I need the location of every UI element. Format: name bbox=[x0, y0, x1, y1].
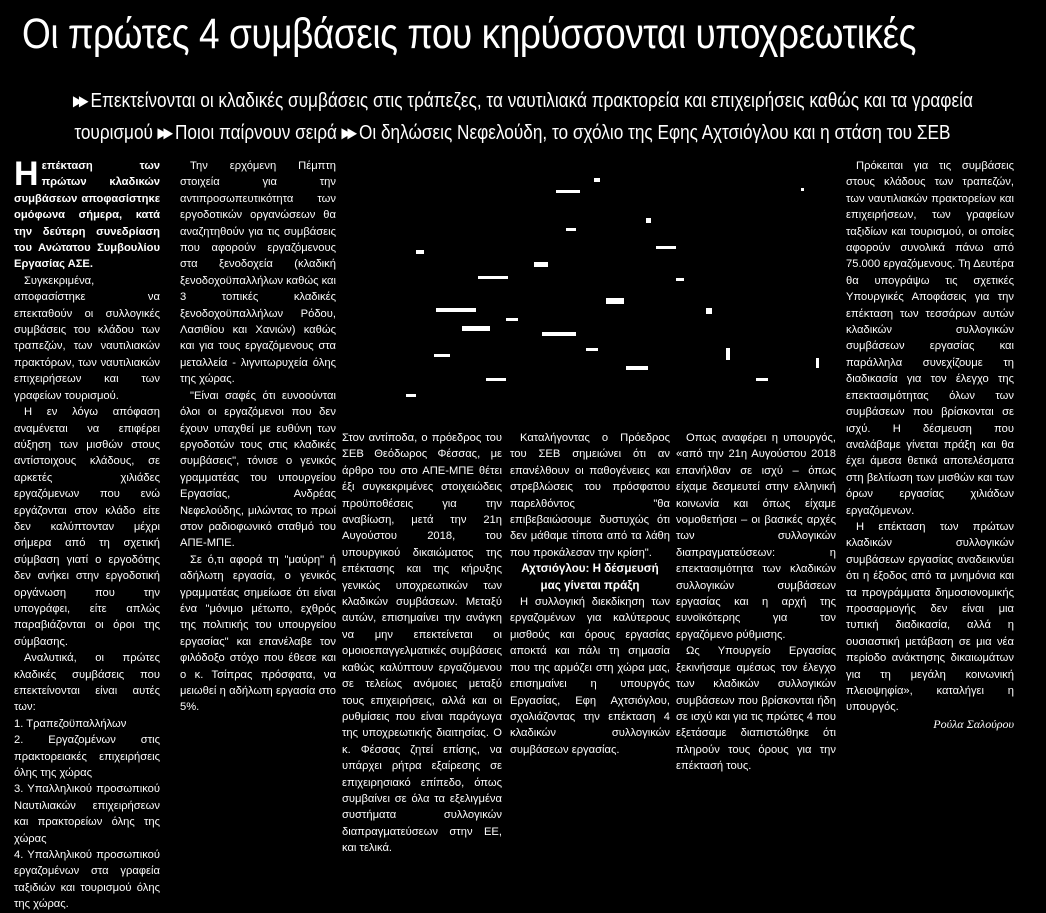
list-item: 2. Εργαζομένων στις πρακτορειακές επιχειρήσεις όλης της χώρας bbox=[14, 734, 160, 780]
paragraph: Η συλλογική διεκδίκηση των εργαζομένων για καλύτερους μισθούς και όρους εργασίας αποκτά και πάλι τη σημασία που της αρμόζει στη χώρα μας, επισημαίνει η υπουργός Εργασίας, Εφη Αχτσιόγλου, σχολιάζοντας την επέκταση 4 κλαδικών συλλογικών συμβάσεων εργασίας. bbox=[510, 596, 670, 756]
subhead-part-2: τουρισμού bbox=[73, 122, 153, 144]
paragraph: Καταλήγοντας ο Πρόεδρος του ΣΕΒ σημειώνει ότι αν επανέλθουν οι παθογένειες και στρεβλώσεις του πρόσφατου παρελθόντος "θα επιβεβαιώσουμε δυστυχώς ότι δεν μάθαμε τίποτα από τα λάθη που προκάλεσαν την κρίση". bbox=[510, 432, 670, 559]
subheadline-line-2 bbox=[0, 120, 1024, 145]
article-column-2 bbox=[180, 158, 336, 748]
paragraph: Οπως αναφέρει η υπουργός, «από την 21η Αυγούστου 2018 επανήλθαν σε ισχύ – όπως είχαμε δεσμευτεί στην ελληνική κοινωνία και όπως είχαμε νομοθετήσει – οι βασικές αρχές των συλλογικών διαπραγματεύσεων: η επεκτασιμότητα των κλαδικών συλλογικών συμβάσεων εργασίας και η αρχή της ευνοϊκότερης για τον εργαζόμενο ρύθμισης. bbox=[676, 432, 836, 641]
double-arrow-icon: ▸▸ bbox=[157, 122, 170, 144]
list-item: 4. Υπαλληλικού προσωπικού εργαζομένων στα γραφεία ταξιδιών και τουρισμού όλης της χώρας. bbox=[14, 849, 160, 911]
author-byline: Ρούλα Σαλούρου bbox=[933, 716, 1014, 731]
article-column-5 bbox=[676, 430, 836, 773]
double-arrow-icon: ▸▸ bbox=[341, 122, 354, 144]
paragraph: Την ερχόμενη Πέμπτη στοιχεία για την αντιπροσωπευτικότητα των εργοδοτικών οργανώσεων θα αναζητηθούν για τις συμβάσεις που αφορούν εργαζόμενους στα ξενοδοχεία (κλαδική ξενοδοχοϋπαλλήλων καθώς και 3 τοπικές κλαδικές ξενοδοχοϋπαλλήλων Ρόδου, Λασιθίου και Χανιών) καθώς και για τους εργαζόμενους στα μεταλλεία - λιγνιτωρυχεία όλης της χώρας. bbox=[180, 160, 336, 386]
subhead-part-1: Επεκτείνονται οι κλαδικές συμβάσεις στις τράπεζες, τα ναυτιλιακά πρακτορεία και επιχειρήσεις καθώς και τα γραφεία bbox=[90, 90, 973, 112]
paragraph: Η εν λόγω απόφαση αναμένεται να επιφέρει αύξηση των μισθών στους αντίστοιχους κλάδους, σε αρκετές χιλιάδες εργαζόμενων που ενώ εργάζονται στον κλάδο είτε δεν καλύπτονταν μέχρι σήμερα από τη σχετική σύμβαση γιατί ο εργοδότης δεν ανήκει στην εργοδοτική οργάνωση που την υπογράφει, είτε απλώς παραβιάζονται οι όροι της σύμβασης. bbox=[14, 406, 160, 648]
subhead-part-4: Οι δηλώσεις Νεφελούδη, το σχόλιο της Εφης Αχτσιόγλου και η στάση του ΣΕΒ bbox=[358, 122, 951, 144]
sector-list bbox=[14, 716, 160, 913]
paragraph: Στον αντίποδα, ο πρόεδρος του ΣΕΒ Θεόδωρος Φέσσας, με άρθρο του στο ΑΠΕ-ΜΠΕ θέτει έξι συγκεκριμένες στοιχειώδεις προϋποθέσεις για την αναβίωση, μετά την 21η Αυγούστου 2018, του υπουργικού δικαιώματος της επέκτασης και της κήρυξης γενικώς υποχρεωτικών των κλαδικών συμβάσεων. Μεταξύ αυτών, επισημαίνει την ανάγκη να μην επεκτείνεται οι ομοιοεπαγγελματικές συμβάσεις καθώς καλύπτουν εργαζόμενου σε τελείως ανόμοιες μεταξύ τους επιχειρήσεις, αλλά και οι ρυθμίσεις που είναι παράγωγα της υποχρεωτικής διαιτησίας. Ο κ. Φέσσας ζητεί επίσης, να υπάρχει ρήτρα εξαίρεσης σε επιχειρησιακό επίπεδο, όπως συμβαίνει σε όλα τα εξελιγμένα συστήματα συλλογικών διαπραγματεύσεων στην ΕΕ, και τελικά. bbox=[342, 432, 502, 855]
paragraph: Ως Υπουργείο Εργασίας ξεκινήσαμε αμέσως τον έλεγχο των κλαδικών συλλογικών συμβάσεων που βρίσκονται ήδη σε ισχύ και για τις πρώτες 4 που εξετάσαμε διαπιστώθηκε ότι πληρούν τους όρους για την επέκτασή τους. bbox=[676, 645, 836, 773]
paragraph: Η επέκταση των πρώτων κλαδικών συλλογικών συμβάσεων εργασίας αναδεικνύει ότι η έξοδος από τα μνημόνια και τα προγράμματα δημοσιονομικής προσαρμογής δεν είναι μια τυπική διαδικασία, αλλά η ουσιαστική μετάβαση σε μια νέα περίοδο ανάκτησης δικαιωμάτων για τη μεγάλη κοινωνική πλειοψηφία», καταλήγει η υπουργός. bbox=[846, 520, 1014, 714]
lead-paragraph: επέκταση των πρώτων κλαδικών συμβάσεων αποφασίστηκε ομόφωνα σήμερα, κατά την δεύτερη συνεδρίαση του Ανώτατου Συμβουλίου Εργασίας ΑΣΕ. bbox=[14, 160, 160, 271]
section-subtitle: Αχτσιόγλου: Η δέσμευσή μας γίνεται πράξη bbox=[521, 562, 659, 592]
list-item: 1. Τραπεζοϋπαλλήλων bbox=[14, 717, 127, 730]
paragraph: Πρόκειται για τις συμβάσεις στους κλάδους των τραπεζών, των ναυτιλιακών πρακτορείων και επιχειρήσεων, των γραφείων ταξιδίων και τουρισμού, οι οποίες αφορούν συνολικά πάνω από 75.000 εργαζόμενους. Τη Δευτέρα θα υπογράψω τις σχετικές Υπουργικές Αποφάσεις για την επέκταση των τεσσάρων αυτών κλαδικών συλλογικών συμβάσεων εργασίας και παράλληλα συνεχίζουμε τη διαδικασία για τον έλεγχο της επεκτασιμότητας όλων των συμβάσεων που βρίσκονται σε ισχύ. Η δέσμευση που αναλάβαμε γίνεται πράξη και θα έχει άμεσα θετικά αποτελέσματα στη βελτίωση των μισθών και των όρων εργασίας χιλιάδων εργαζόμενων. bbox=[846, 160, 1014, 517]
subhead-part-3: Ποιοι παίρνουν σειρά bbox=[174, 122, 337, 144]
article-column-6 bbox=[846, 158, 1014, 748]
paragraph: "Είναι σαφές ότι ευνοούνται όλοι οι εργαζόμενοι που δεν έχουν υπαχθεί με ευθύνη των εργοδοτών τους στις κλαδικές συμβάσεις", τόνισε ο γενικός γραμματέας του υπουργείου Εργασίας, Ανδρέας Νεφελούδης, μιλώντας το πρωί στον ραδιοφωνικό σταθμό του ΑΠΕ-ΜΠΕ. bbox=[180, 389, 336, 550]
article-photo bbox=[346, 158, 836, 424]
double-arrow-icon: ▸▸ bbox=[73, 90, 86, 112]
drop-cap: Η bbox=[14, 155, 39, 193]
paragraph: Συγκεκριμένα, αποφασίστηκε να επεκταθούν οι συλλογικές συμβάσεις του κλάδου των τραπεζών, των ναυτιλιακών πρακτόρων, των ναυτιλιακών επιχειρήσεων και των γραφείων τουρισμού. bbox=[14, 274, 160, 402]
article-column-4 bbox=[510, 430, 670, 756]
subheadline-line-1 bbox=[0, 88, 1024, 113]
article-column-1 bbox=[14, 155, 160, 911]
paragraph: Σε ό,τι αφορά τη "μαύρη" ή αδήλωτη εργασία, ο γενικός γραμματέας σημείωσε ότι είναι ένα "μόνιμο μέτωπο, εχθρός της πολιτικής του υπουργείου εργασίας" και επανέλαβε τον φιλόδοξο στόχο που έθεσε και ο κ. Τσίπρας πρόσφατα, να μειωθεί η αδήλωτη εργασία στο 5%. bbox=[180, 553, 336, 714]
dark-photo-image bbox=[346, 158, 836, 424]
article-column-3 bbox=[342, 430, 502, 855]
headline: Οι πρώτες 4 συμβάσεις που κηρύσσονται υποχρεωτικές bbox=[22, 10, 917, 58]
paragraph: Αναλυτικά, οι πρώτες κλαδικές συμβάσεις που επεκτείνονται είναι αυτές των: bbox=[14, 652, 160, 714]
list-item: 3. Υπαλληλικού προσωπικού Ναυτιλιακών επιχειρήσεων και πρακτορείων όλης της χώρας bbox=[14, 783, 160, 845]
